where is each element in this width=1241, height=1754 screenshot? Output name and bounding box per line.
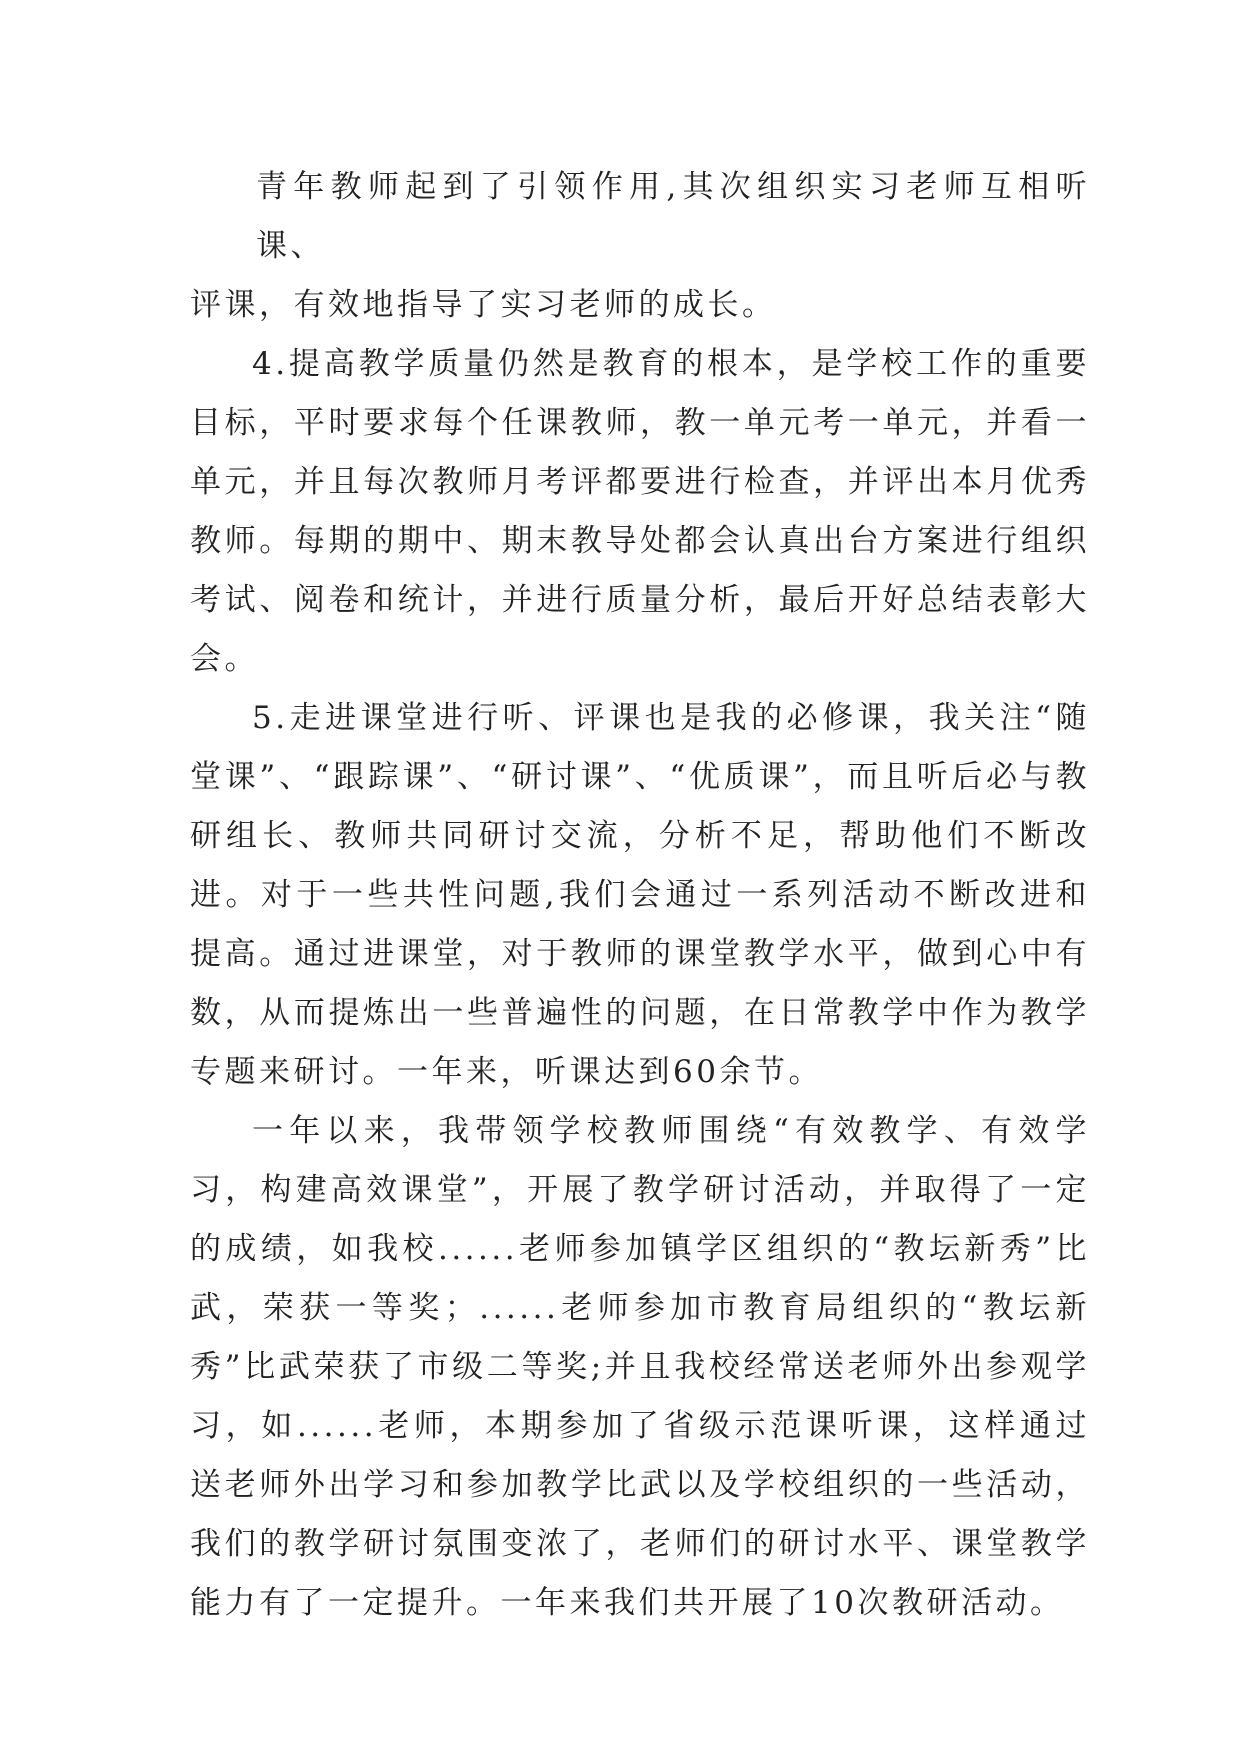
continuation-line-2: 评课，有效地指导了实习老师的成长。	[190, 287, 777, 323]
continuation-line-1: 青年教师起到了引领作用,其次组织实习老师互相听课、	[256, 169, 1090, 264]
document-body	[190, 158, 1090, 1633]
summary-paragraph: 一年以来，我带领学校教师围绕“有效教学、有效学习，构建高效课堂”，开展了教学研讨活动，并取得了一定的成绩，如我校......老师参加镇学区组织的“教坛新秀”比武，荣获一等奖；......老师参加市教育局组织的“教坛新秀”比武荣获了市级二等奖;并且我校经常送老师外出参观学习，如......老师，本期参加了省级示范课听课，这样通过送老师外出学习和参加教学比武以及学校组织的一些活动，我们的教学研讨氛围变浓了，老师们的研讨水平、课堂教学能力有了一定提升。一年来我们共开展了10次教研活动。	[190, 1113, 1090, 1621]
item-5-paragraph: 5.走进课堂进行听、评课也是我的必修课，我关注“随堂课”、“跟踪课”、“研讨课”、“优质课”，而且听后必与教研组长、教师共同研讨交流，分析不足，帮助他们不断改进。对于一些共性问题,我们会通过一系列活动不断改进和提高。通过进课堂，对于教师的课堂教学水平，做到心中有数，从而提炼出一些普遍性的问题，在日常教学中作为教学专题来研讨。一年来，听课达到60余节。	[190, 700, 1090, 1090]
item-4-paragraph: 4.提高教学质量仍然是教育的根本，是学校工作的重要目标，平时要求每个任课教师，教一单元考一单元，并看一单元，并且每次教师月考评都要进行检查，并评出本月优秀教师。每期的期中、期末教导处都会认真出台方案进行组织考试、阅卷和统计，并进行质量分析，最后开好总结表彰大会。	[190, 346, 1090, 677]
continuation-paragraph	[190, 158, 1090, 335]
